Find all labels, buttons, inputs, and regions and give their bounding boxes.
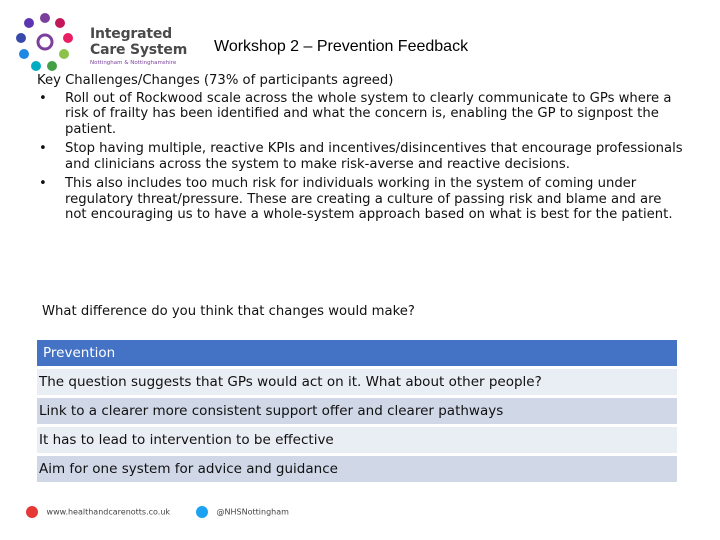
- footer-twitter[interactable]: [196, 506, 289, 526]
- list-item: [37, 176, 687, 223]
- table-row: The question suggests that GPs would act on it. What about other people?: [37, 369, 677, 395]
- ics-logo-mark-icon: [14, 12, 76, 76]
- page-title: Workshop 2 – Prevention Feedback: [214, 38, 469, 55]
- table-row: Aim for one system for advice and guidance: [37, 456, 677, 482]
- logo-line-3: Nottingham & Nottinghamshire: [90, 60, 177, 66]
- key-challenges-section: [37, 73, 687, 227]
- table-row: Link to a clearer more consistent support offer and clearer pathways: [37, 398, 677, 424]
- bullet-icon: •: [39, 176, 47, 191]
- prevention-table: [37, 340, 677, 485]
- question-text: What difference do you think that changes would make?: [42, 304, 415, 319]
- logo-line-2: Care System: [90, 42, 188, 58]
- list-item: [37, 141, 687, 172]
- globe-icon: [26, 506, 38, 518]
- twitter-icon: [196, 506, 208, 518]
- website-link[interactable]: www.healthandcarenotts.co.uk: [46, 507, 171, 517]
- list-item-text: This also includes too much risk for individuals working in the system of coming under regulatory threat/pressure. These are creating a culture of passing risk and blame and are not encouraging us to have a whole-system approach based on what is best for the patient.: [65, 176, 673, 222]
- table-header: Prevention: [37, 340, 677, 366]
- key-challenges-list: [37, 91, 687, 223]
- key-challenges-heading: Key Challenges/Changes (73% of participants agreed): [37, 73, 394, 88]
- bullet-icon: •: [39, 90, 47, 106]
- list-item-text: Stop having multiple, reactive KPIs and incentives/disincentives that encourage professionals and clinicians across the system to make risk-averse and reactive decisions.: [65, 141, 683, 172]
- list-item-text: Roll out of Rockwood scale across the whole system to clearly communicate to GPs where a risk of frailty has been identified and what the concern is, enabling the GP to signpost the patient.: [65, 90, 672, 137]
- list-item: [37, 91, 687, 138]
- ics-logo: [14, 12, 214, 76]
- logo-line-1: Integrated: [90, 26, 172, 42]
- twitter-handle[interactable]: @NHSNottingham: [216, 507, 289, 517]
- bullet-icon: •: [39, 141, 47, 156]
- table-row: It has to lead to intervention to be effective: [37, 427, 677, 453]
- footer-website[interactable]: [26, 506, 170, 526]
